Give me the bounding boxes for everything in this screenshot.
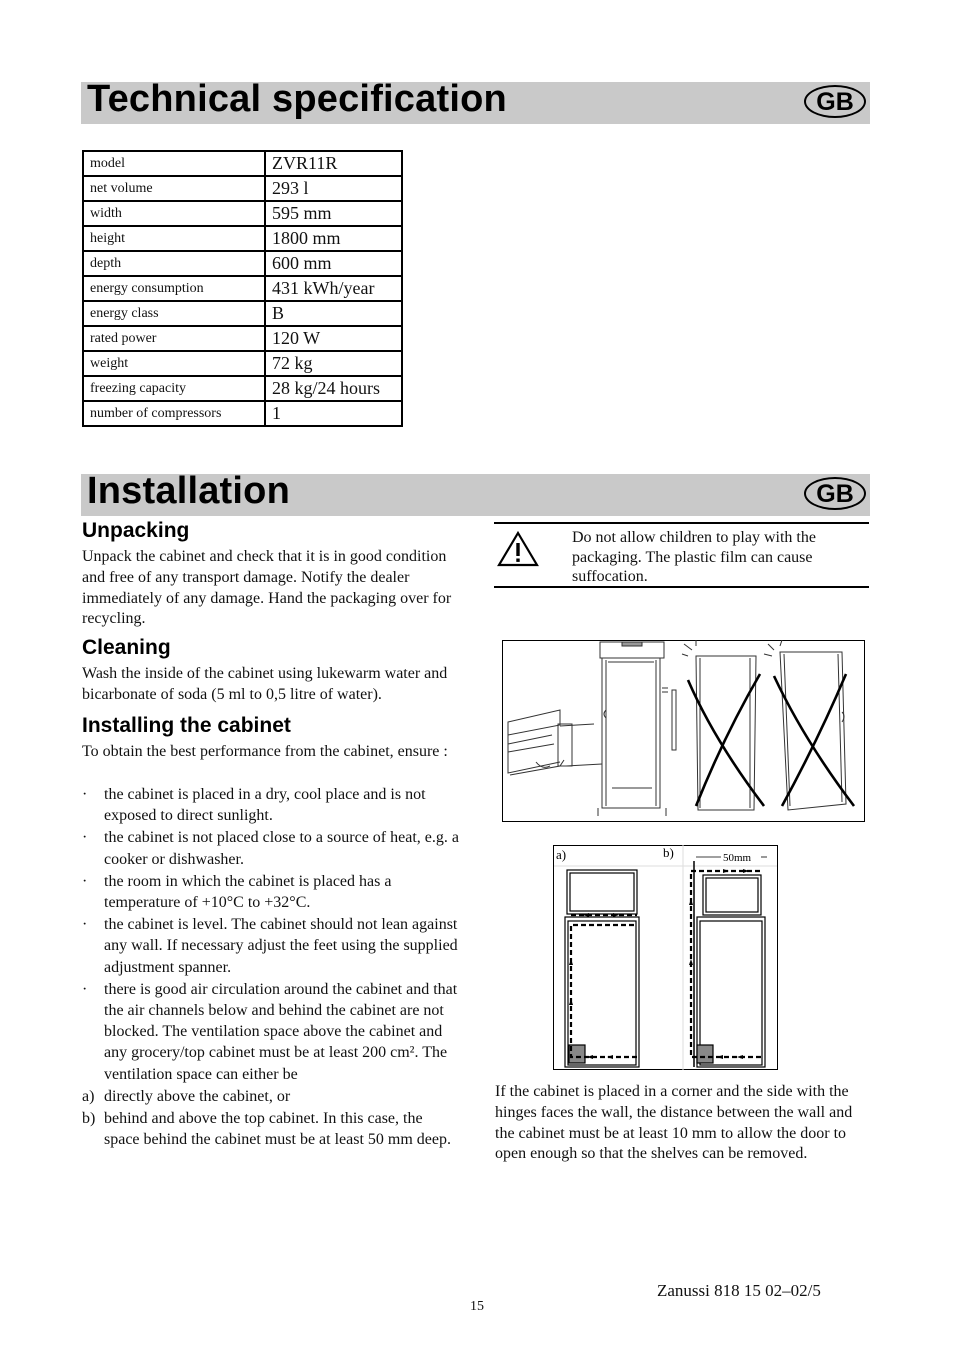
bullet-marker: · [82, 916, 88, 934]
unpacking-heading: Unpacking [82, 519, 190, 542]
spec-table [82, 150, 403, 427]
installing-intro: To obtain the best performance from the cabinet, ensure : [82, 743, 448, 760]
spec-label: weight [83, 351, 265, 376]
spec-value: 600 mm [265, 251, 402, 276]
placement-illustration [502, 640, 865, 822]
spec-value: ZVR11R [265, 151, 402, 176]
spec-value: 120 W [265, 326, 402, 351]
option-item [82, 1086, 462, 1107]
corner-placement-text: If the cabinet is placed in a corner and the side with the hinges faces the wall, the distance between the wall and the cabinet must be at least 10 mm to allow the door to open enough so that the shelves can be removed. [495, 1083, 853, 1163]
spec-row [83, 351, 402, 376]
option-marker: b) [82, 1110, 96, 1128]
gb-badge: GB [804, 477, 866, 510]
spec-value: 595 mm [265, 201, 402, 226]
spec-label: depth [83, 251, 265, 276]
spec-row [83, 276, 402, 301]
spec-row [83, 326, 402, 351]
spec-value: 431 kWh/year [265, 276, 402, 301]
label-a: a) [556, 847, 567, 862]
spec-row [83, 376, 402, 401]
requirement-text: there is good air circulation around the cabinet and that the air channels below and behind the cabinet are not blocked. The ventilation space above the cabinet and any grocery/top cabinet must be at least 200 cm². The ventilation space can either be [104, 980, 458, 1083]
spec-value: 1 [265, 401, 402, 426]
option-text: behind and above the top cabinet. In this case, the space behind the cabinet must be at least 50 mm deep. [104, 1110, 451, 1149]
spec-label: width [83, 201, 265, 226]
requirement-text: the cabinet is placed in a dry, cool place and is not exposed to direct sunlight. [104, 786, 426, 825]
spec-value: B [265, 301, 402, 326]
spec-label: model [83, 151, 265, 176]
spec-row [83, 201, 402, 226]
bullet-marker: · [82, 829, 88, 847]
unpacking-text: Unpack the cabinet and check that it is in good condition and free of any transport damage. Notify the dealer immediately of any damage. Hand the packaging over for recycling. [82, 548, 452, 628]
requirement-item [82, 784, 462, 826]
document-code: Zanussi 818 15 02–02/5 [657, 1281, 821, 1300]
spec-value: 72 kg [265, 351, 402, 376]
warning-icon [496, 530, 540, 568]
spec-label: energy consumption [83, 276, 265, 301]
installing-heading: Installing the cabinet [82, 714, 291, 737]
tech-spec-header [81, 78, 870, 124]
cleaning-text: Wash the inside of the cabinet using lukewarm water and bicarbonate of soda (5 ml to 0,5 litre of water). [82, 665, 448, 703]
warning-text: Do not allow children to play with the packaging. The plastic film can cause suffocation. [572, 529, 816, 585]
warning-box [494, 522, 869, 588]
spec-row [83, 176, 402, 201]
option-text: directly above the cabinet, or [104, 1087, 291, 1105]
section-title: Installation [87, 470, 290, 512]
requirement-item [82, 979, 462, 1085]
spec-row [83, 251, 402, 276]
spec-label: net volume [83, 176, 265, 201]
spec-label: freezing capacity [83, 376, 265, 401]
installation-header [81, 470, 870, 516]
spec-label: energy class [83, 301, 265, 326]
bullet-marker: · [82, 872, 88, 890]
option-marker: a) [82, 1087, 95, 1105]
spec-label: height [83, 226, 265, 251]
requirement-item [82, 914, 462, 978]
gb-badge: GB [804, 85, 866, 118]
spec-row [83, 301, 402, 326]
spec-row [83, 401, 402, 426]
label-b: b) [663, 845, 674, 860]
requirements-list [82, 784, 462, 1151]
option-item [82, 1108, 462, 1150]
bullet-marker: · [82, 980, 88, 998]
spec-value: 28 kg/24 hours [265, 376, 402, 401]
bullet-marker: · [82, 786, 88, 803]
spec-row [83, 226, 402, 251]
requirement-text: the cabinet is not placed close to a source of heat, e.g. a cooker or dishwasher. [104, 829, 459, 868]
label-50mm: 50mm [723, 852, 752, 864]
requirement-item [82, 871, 462, 913]
cleaning-heading: Cleaning [82, 636, 171, 659]
spec-label: rated power [83, 326, 265, 351]
page-number: 15 [470, 1299, 484, 1314]
ventilation-illustration [553, 845, 778, 1071]
spec-label: number of compressors [83, 401, 265, 426]
requirement-item [82, 827, 462, 869]
page-title: Technical specification [87, 78, 507, 120]
requirement-text: the cabinet is level. The cabinet should not lean against any wall. If necessary adjust the feet using the supplied adjustment spanner. [104, 916, 458, 976]
spec-value: 293 l [265, 176, 402, 201]
spec-row [83, 151, 402, 176]
spec-value: 1800 mm [265, 226, 402, 251]
requirement-text: the room in which the cabinet is placed has a temperature of +10°C to +32°C. [104, 872, 392, 912]
